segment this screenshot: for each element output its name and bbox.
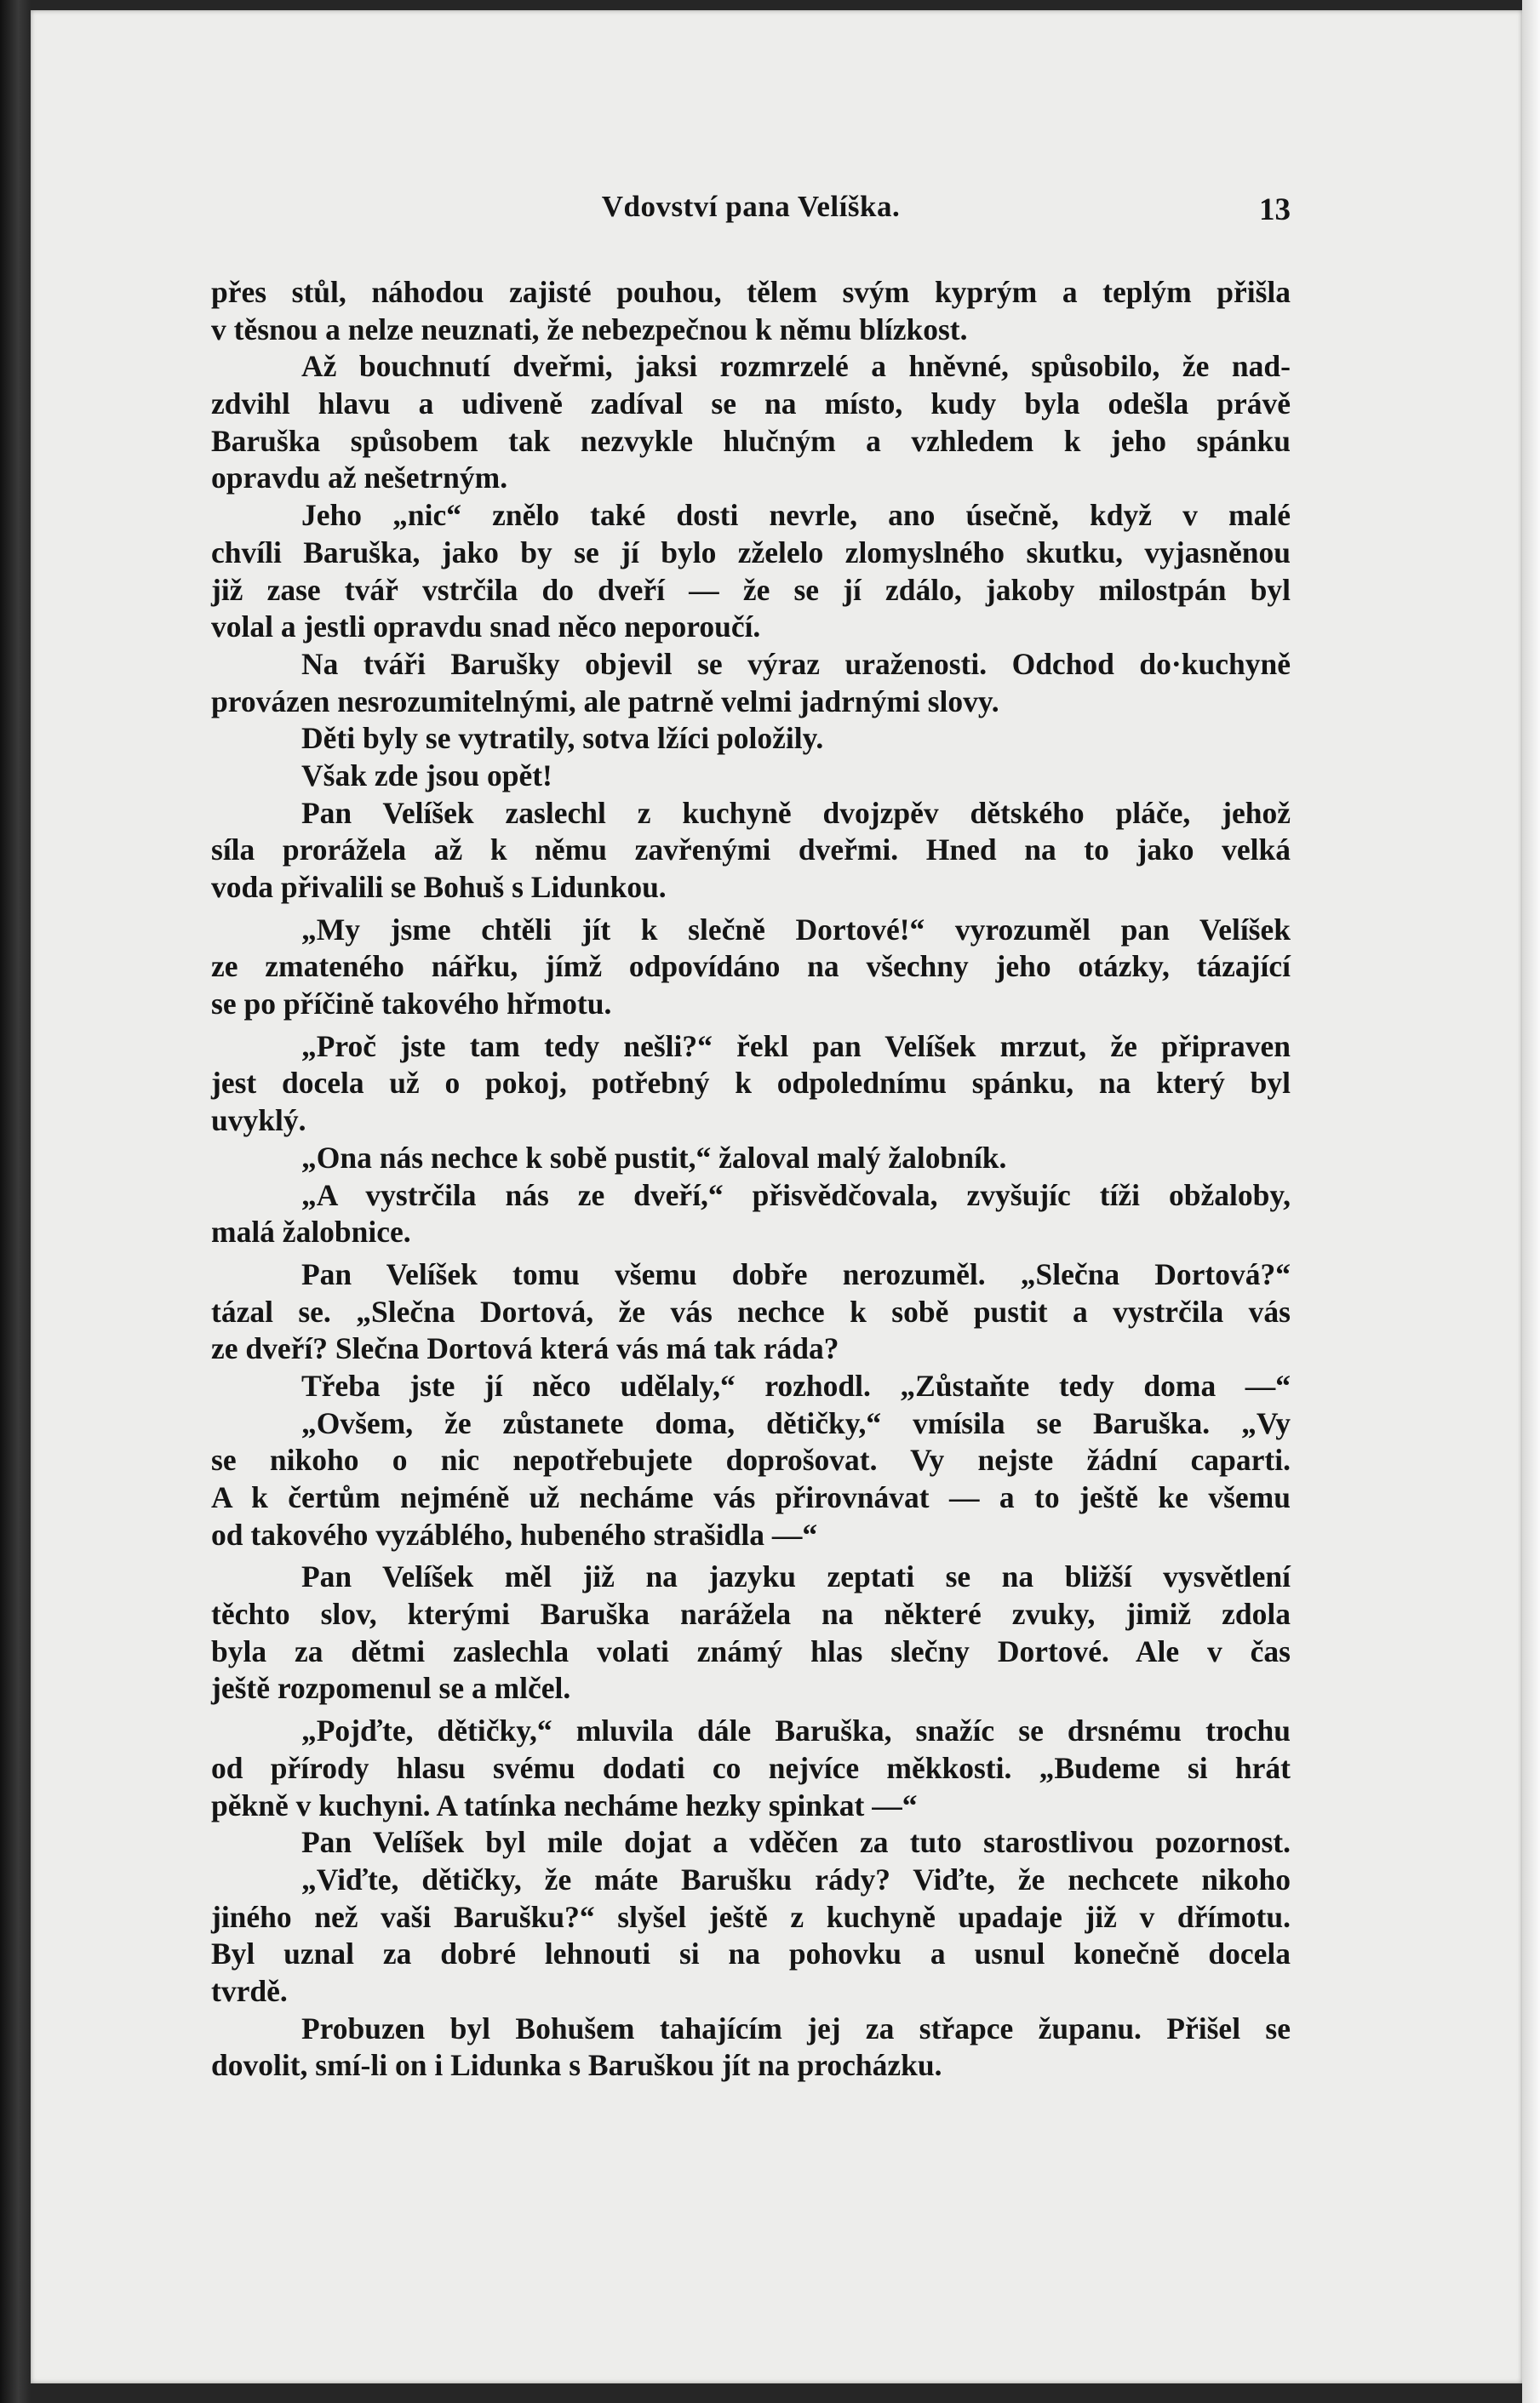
text-line: Pan Velíšek měl již na jazyku zeptati se na bližší vysvětlení (301, 1559, 1291, 1594)
text-line: Třeba jste jí něco udělaly,“ rozhodl. „Zůstaňte tedy doma —“ (301, 1368, 1291, 1403)
text-line: ještě rozpomenul se a mlčel. (211, 1671, 571, 1706)
text-line: se po příčině takového hřmotu. (211, 987, 612, 1021)
page-number: 13 (1259, 192, 1291, 227)
text-line: se nikoho o nic nepotřebujete doprošovat. Vy nejste žádní caparti. (211, 1443, 1291, 1478)
text-line: „A vystrčila nás ze dveří,“ přisvědčovala, zvyšujíc tíži obžaloby, (301, 1177, 1291, 1212)
text-line: zdvihl hlavu a udiveně zadíval se na místo, kudy byla odešla právě (211, 386, 1291, 421)
text-line: Až bouchnutí dveřmi, jaksi rozmrzelé a hněvné, spůsobilo, že nad- (301, 349, 1291, 384)
text-line: voda přivalili se Bohuš s Lidunkou. (211, 870, 667, 904)
text-line: síla prorážela až k němu zavřenými dveřmi. Hned na to jako velká (211, 832, 1291, 867)
text-line: dovolit, smí-li on i Lidunka s Baruškou jít na procházku. (211, 2048, 942, 2083)
body-text (211, 274, 1291, 2085)
text-line: „Ovšem, že zůstanete doma, dětičky,“ vmísila se Baruška. „Vy (301, 1405, 1291, 1440)
text-line: těchto slov, kterými Baruška narážela na některé zvuky, jimiž zdola (211, 1597, 1291, 1632)
text-line: chvíli Baruška, jako by se jí bylo zželelo zlomyslného skutku, vyjasněnou (211, 535, 1291, 569)
text-line: A k čertům nejméně už necháme vás přirovnávat — a to ještě ke všemu (211, 1480, 1291, 1514)
text-line: ze dveří? Slečna Dortová která vás má tak ráda? (211, 1331, 839, 1366)
text-line: tvrdě. (211, 1973, 288, 2008)
text-line: provázen nesrozumitelnými, ale patrně velmi jadrnými slovy. (211, 684, 999, 718)
page-header (211, 190, 1291, 237)
text-line: Pan Velíšek tomu všemu dobře nerozuměl. „Slečna Dortová?“ (301, 1256, 1291, 1291)
text-line: Na tváři Barušky objevil se výraz uraženosti. Odchod do·kuchyně (301, 646, 1291, 681)
page-edge (1522, 0, 1540, 2403)
book-spine-shadow (0, 0, 31, 2403)
text-line: „Viďte, dětičky, že máte Barušku rády? Viďte, že nechcete nikoho (301, 1862, 1291, 1897)
text-line: Probuzen byl Bohušem tahajícím jej za střapce županu. Přišel se (301, 2011, 1291, 2045)
text-line: „Ona nás nechce k sobě pustit,“ žaloval malý žalobník. (301, 1140, 1007, 1175)
text-line: tázal se. „Slečna Dortová, že vás nechce k sobě pustit a vystrčila vás (211, 1294, 1291, 1329)
text-line: volal a jestli opravdu snad něco neporoučí. (211, 609, 761, 644)
running-title: Vdovství pana Velíška. (601, 190, 901, 223)
text-line: Pan Velíšek byl mile dojat a vděčen za tuto starostlivou pozornost. (301, 1825, 1291, 1860)
text-line: od přírody hlasu svému dodati co nejvíce měkkosti. „Budeme si hrát (211, 1750, 1291, 1785)
text-line: pěkně v kuchyni. A tatínka necháme hezky spinkat —“ (211, 1788, 918, 1822)
text-line: Pan Velíšek zaslechl z kuchyně dvojzpěv dětského pláče, jehož (301, 795, 1291, 830)
text-line: Jeho „nic“ znělo také dosti nevrle, ano úsečně, když v malé (301, 498, 1291, 533)
text-line: ze zmateného nářku, jímž odpovídáno na všechny jeho otázky, tázající (211, 949, 1291, 984)
text-line: od takového vyzáblého, hubeného strašidla —“ (211, 1517, 818, 1552)
text-line: Baruška spůsobem tak nezvykle hlučným a vzhledem k jeho spánku (211, 423, 1291, 458)
text-line: jiného než vaši Barušku?“ slyšel ještě z kuchyně upadaje již v dřímotu. (211, 1899, 1291, 1934)
text-line: v těsnou a nelze neuznati, že nebezpečnou k němu blízkost. (211, 312, 968, 346)
text-line: jest docela už o pokoj, potřebný k odpolednímu spánku, na který byl (211, 1066, 1291, 1101)
text-line: opravdu až nešetrným. (211, 461, 508, 495)
text-line: přes stůl, náhodou zajisté pouhou, tělem svým kyprým a teplým přišla (211, 275, 1291, 309)
text-line: Však zde jsou opět! (301, 758, 552, 792)
text-line: Byl uznal za dobré lehnouti si na pohovku a usnul konečně docela (211, 1937, 1291, 1971)
text-line: „Pojďte, dětičky,“ mluvila dále Baruška, snažíc se drsnému trochu (301, 1714, 1291, 1748)
text-line: Děti byly se vytratily, sotva lžíci položily. (301, 721, 824, 756)
text-line: malá žalobnice. (211, 1215, 411, 1250)
text-line: „My jsme chtěli jít k slečně Dortové!“ vyrozuměl pan Velíšek (301, 912, 1291, 947)
text-line: „Proč jste tam tedy nešli?“ řekl pan Velíšek mrzut, že připraven (301, 1028, 1291, 1063)
text-line: již zase tvář vstrčila do dveří — že se jí zdálo, jakoby milostpán byl (211, 572, 1291, 607)
text-line: byla za dětmi zaslechla volati známý hlas slečny Dortové. Ale v čas (211, 1633, 1291, 1668)
text-line: uvyklý. (211, 1103, 306, 1138)
